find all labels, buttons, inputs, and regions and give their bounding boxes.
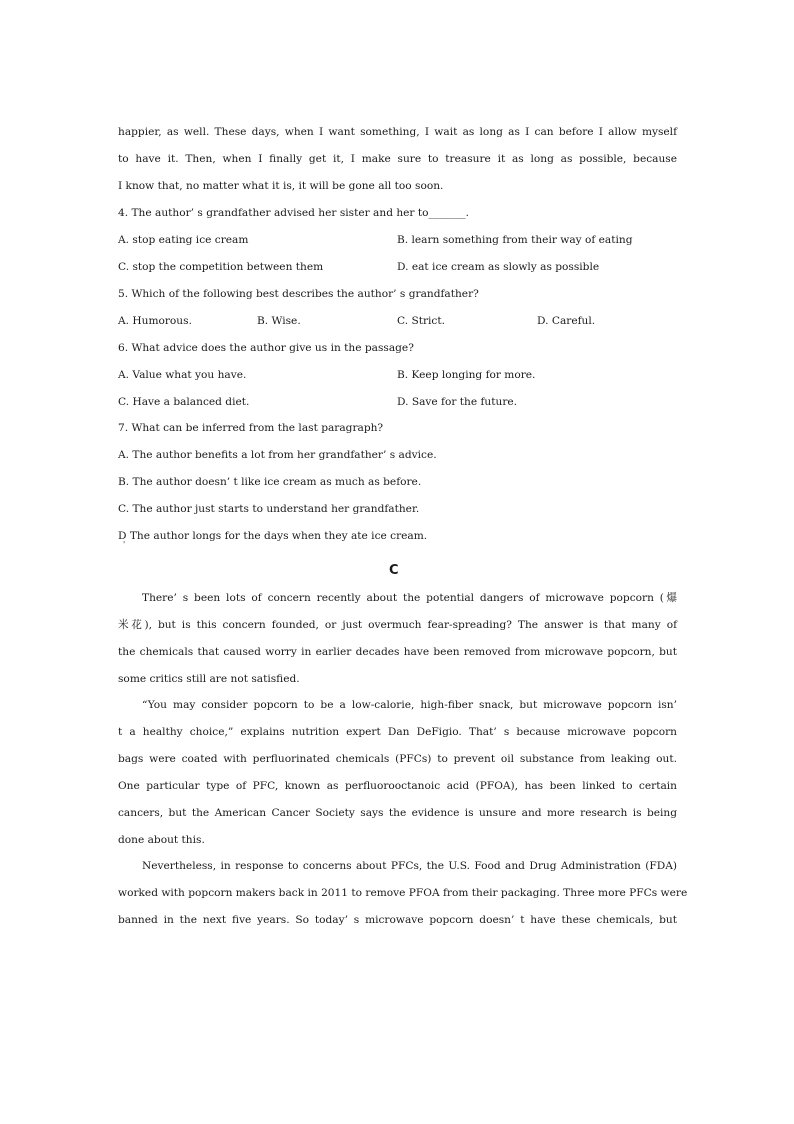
question-5-stem: 5. Which of the following best describes the author’ s grandfather? (118, 288, 479, 300)
passage-line: happier, as well. These days, when I want something, I wait as long as I can before I allow myself (118, 126, 677, 138)
question-5-option-d: D. Careful. (537, 315, 596, 327)
passage-line (118, 591, 677, 605)
passage-line: t a healthy choice,” explains nutrition expert Dan DeFigio. That’ s because microwave popcorn (118, 726, 677, 738)
question-5-option-a: A. Humorous. (118, 315, 192, 327)
question-5-option-c: C. Strict. (397, 315, 445, 327)
passage-line: the chemicals that caused worry in earlier decades have been removed from microwave popcorn, but (118, 646, 677, 658)
passage-line: worked with popcorn makers back in 2011 to remove PFOA from their packaging. Three more PFCs were (118, 887, 688, 899)
question-5-option-b: B. Wise. (257, 315, 301, 327)
question-7-stem: 7. What can be inferred from the last paragraph? (118, 422, 384, 434)
passage-line: to have it. Then, when I finally get it, I make sure to treasure it as long as possible, because (118, 153, 677, 165)
section-heading: C (389, 563, 399, 578)
passage-line: “You may consider popcorn to be a low-calorie, high-fiber snack, but microwave popcorn isn’ (142, 699, 677, 711)
question-4-option-c: C. stop the competition between them (118, 261, 324, 273)
question-6-stem: 6. What advice does the author give us in the passage? (118, 342, 414, 354)
passage-line: some critics still are not satisfied. (118, 673, 300, 685)
question-6-option-a: A. Value what you have. (118, 369, 247, 381)
question-4-option-a: A. stop eating ice cream (118, 234, 249, 246)
passage-line: banned in the next five years. So today’ s microwave popcorn doesn’ t have these chemicals, but (118, 914, 677, 926)
question-6-option-d: D. Save for the future. (397, 396, 518, 408)
passage-line: cancers, but the American Cancer Society says the evidence is unsure and more research is being (118, 807, 677, 819)
question-4-option-d: D. eat ice cream as slowly as possible (397, 261, 600, 273)
passage-line: Nevertheless, in response to concerns about PFCs, the U.S. Food and Drug Administration (FDA) (142, 860, 677, 872)
question-4-option-b: B. learn something from their way of eating (397, 234, 633, 246)
question-6-option-c: C. Have a balanced diet. (118, 396, 250, 408)
passage-line: One particular type of PFC, known as perfluorooctanoic acid (PFOA), has been linked to certain (118, 780, 677, 792)
passage-line: 米花), but is this concern founded, or just overmuch fear-spreading? The answer is that many of (118, 619, 677, 631)
passage-line: done about this. (118, 834, 205, 846)
question-7-option-b: B. The author doesn’ t like ice cream as much as before. (118, 476, 422, 488)
question-4-stem: 4. The author’ s grandfather advised her sister and her to_______. (118, 207, 469, 219)
passage-text: There’ s been lots of concern recently about the potential dangers of microwave popcorn (爆 (142, 592, 677, 604)
question-7-option-a: A. The author benefits a lot from her grandfather’ s advice. (118, 449, 437, 461)
stray-mark: ' (123, 540, 126, 549)
passage-line: bags were coated with perfluorinated chemicals (PFCs) to prevent oil substance from leaking out. (118, 753, 677, 765)
question-7-option-d: D The author longs for the days when they ate ice cream. (118, 530, 428, 542)
question-7-option-c: C. The author just starts to understand her grandfather. (118, 503, 420, 515)
question-6-option-b: B. Keep longing for more. (397, 369, 536, 381)
passage-line: I know that, no matter what it is, it will be gone all too soon. (118, 180, 444, 192)
